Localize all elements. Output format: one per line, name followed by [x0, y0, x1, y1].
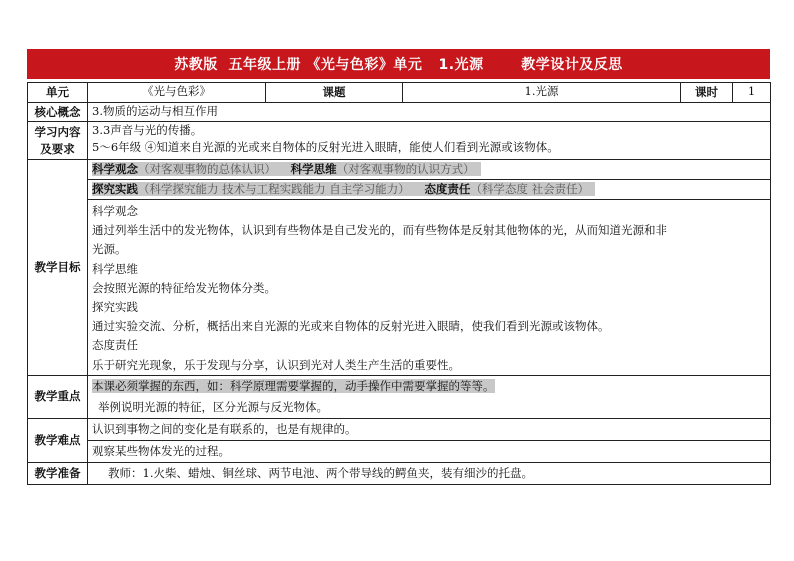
literacy4-title: 态度责任 [424, 182, 471, 196]
title-banner [27, 49, 770, 79]
goal3-text: 通过实验交流、分析，概括出来自光源的光或来自物体的反射光进入眼睛，使我们看到光源或该物体。 [92, 319, 610, 334]
preparation-text: 教师：1.火柴、蜡烛、铜丝球、两节电池、两个带导线的鳄鱼夹，装有细沙的托盘。 [88, 462, 771, 484]
requirements-label-line2: 及要求 [40, 141, 75, 156]
core-concept-value: 3.物质的运动与相互作用 [88, 103, 771, 122]
period-label: 课时 [681, 83, 733, 103]
keypoints-text: 举例说明光源的特征，区分光源与反光物体。 [98, 399, 328, 414]
period-value: 1 [733, 83, 771, 103]
document-title: 苏教版 五年级上册 《光与色彩》单元 1.光源 教学设计及反思 [174, 57, 623, 73]
goal4-title: 态度责任 [92, 338, 138, 353]
goal1-title: 科学观念 [92, 204, 138, 218]
lesson-plan-table [27, 82, 771, 485]
literacy3-title: 探究实践 [92, 182, 138, 196]
literacy3-note: （科学探究能力 技术与工程实践能力 自主学习能力） [138, 182, 410, 196]
preparation-label: 教学准备 [28, 462, 88, 484]
difficulties-label: 教学难点 [28, 418, 88, 462]
keypoints-content [88, 375, 771, 418]
keypoints-row [28, 375, 771, 418]
goal2-text: 会按照光源的特征给发光物体分类。 [92, 280, 276, 295]
unit-row [28, 83, 771, 103]
unit-label: 单元 [28, 83, 88, 103]
difficulties-hint: 认识到事物之间的变化是有联系的，也是有规律的。 [92, 421, 357, 436]
requirements-line2: 5～6年级 ④知道来自光源的光或来自物体的反射光进入眼睛，能使人们看到光源或该物体。 [92, 140, 559, 154]
unit-value: 《光与色彩》 [88, 83, 266, 103]
core-concept-label: 核心概念 [28, 103, 88, 122]
literacy-line1 [88, 160, 770, 179]
topic-label: 课题 [266, 83, 403, 103]
goals-content [88, 200, 771, 376]
keypoints-hint: 本课必须掌握的东西，如：科学原理需要掌握的，动手操作中需要掌握的等等。 [92, 378, 495, 393]
topic-value: 1.光源 [403, 83, 681, 103]
keypoints-label: 教学重点 [28, 375, 88, 418]
literacy4-note: （科学态度 社会责任） [470, 182, 590, 196]
goal1-text-b: 光源。 [92, 242, 127, 257]
requirements-row [28, 122, 771, 160]
literacy1-title: 科学观念 [92, 162, 138, 176]
literacy-line2 [88, 179, 770, 199]
literacy-dimensions [88, 160, 771, 200]
requirements-label [28, 122, 88, 160]
goal3-title: 探究实践 [92, 300, 138, 315]
requirements-content [88, 122, 771, 160]
difficulties-row [28, 418, 771, 462]
literacy2-title: 科学思维 [290, 162, 337, 176]
goals-detail-row [28, 200, 771, 376]
literacy1-note: （对客观事物的总体认识） [138, 162, 276, 176]
core-concept-row [28, 103, 771, 122]
difficulties-text: 观察某些物体发光的过程。 [88, 440, 770, 462]
goal1-text-a: 通过列举生活中的发光物体，认识到有些物体是自己发光的，而有些物体是反射其他物体的光，从而知道光源和非 [92, 223, 667, 238]
literacy-row [28, 160, 771, 200]
requirements-label-line1: 学习内容 [34, 124, 81, 139]
preparation-row [28, 462, 771, 484]
goals-label: 教学目标 [28, 160, 88, 376]
goal2-title: 科学思维 [92, 261, 138, 276]
literacy2-note: （对客观事物的认识方式） [336, 162, 475, 176]
requirements-line1: 3.3声音与光的传播。 [92, 123, 203, 137]
difficulties-content [88, 418, 771, 462]
goal4-text: 乐于研究光现象，乐于发现与分享，认识到光对人类生产生活的重要性。 [92, 357, 460, 372]
